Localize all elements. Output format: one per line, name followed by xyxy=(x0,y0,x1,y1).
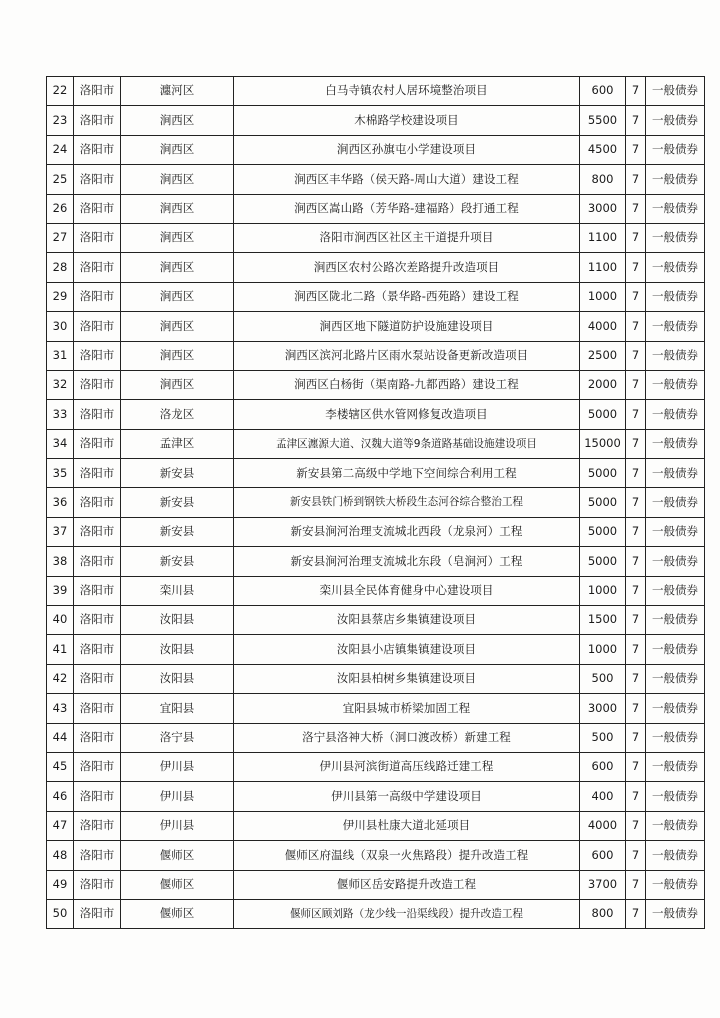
district-cell: 涧西区 xyxy=(121,135,234,164)
row-number: 25 xyxy=(47,165,74,194)
bond-type-cell: 一般债券 xyxy=(646,811,705,840)
district-cell: 涧西区 xyxy=(121,194,234,223)
term-cell: 7 xyxy=(626,341,646,370)
district-cell: 洛宁县 xyxy=(121,723,234,752)
city-cell: 洛阳市 xyxy=(74,723,121,752)
district-cell: 瀍河区 xyxy=(121,77,234,106)
project-name-cell: 涧西区丰华路（侯天路-周山大道）建设工程 xyxy=(234,165,580,194)
city-cell: 洛阳市 xyxy=(74,841,121,870)
amount-cell: 1100 xyxy=(580,223,626,252)
project-name-cell: 李楼辖区供水管网修复改造项目 xyxy=(234,400,580,429)
amount-cell: 5000 xyxy=(580,459,626,488)
district-cell: 涧西区 xyxy=(121,253,234,282)
district-cell: 涧西区 xyxy=(121,370,234,399)
bond-type-cell: 一般债券 xyxy=(646,282,705,311)
project-name-cell: 栾川县全民体育健身中心建设项目 xyxy=(234,576,580,605)
amount-cell: 600 xyxy=(580,77,626,106)
bond-type-cell: 一般债券 xyxy=(646,135,705,164)
city-cell: 洛阳市 xyxy=(74,782,121,811)
row-number: 37 xyxy=(47,517,74,546)
amount-cell: 2000 xyxy=(580,370,626,399)
table-row xyxy=(47,694,705,723)
table-row xyxy=(47,723,705,752)
bond-type-cell: 一般债券 xyxy=(646,606,705,635)
bond-type-cell: 一般债券 xyxy=(646,370,705,399)
bond-type-cell: 一般债券 xyxy=(646,77,705,106)
city-cell: 洛阳市 xyxy=(74,282,121,311)
row-number: 49 xyxy=(47,870,74,899)
amount-cell: 400 xyxy=(580,782,626,811)
table-row xyxy=(47,488,705,517)
project-name-cell: 伊川县杜康大道北延项目 xyxy=(234,811,580,840)
bond-type-cell: 一般债券 xyxy=(646,312,705,341)
project-name-cell: 洛宁县洛神大桥（洞口渡改桥）新建工程 xyxy=(234,723,580,752)
city-cell: 洛阳市 xyxy=(74,664,121,693)
table-row xyxy=(47,635,705,664)
row-number: 43 xyxy=(47,694,74,723)
term-cell: 7 xyxy=(626,694,646,723)
table-row xyxy=(47,370,705,399)
table-row xyxy=(47,841,705,870)
project-name-cell: 偃师区顾刘路（龙少线一沿渠线段）提升改造工程 xyxy=(234,899,580,928)
city-cell: 洛阳市 xyxy=(74,635,121,664)
row-number: 23 xyxy=(47,106,74,135)
bond-type-cell: 一般债券 xyxy=(646,664,705,693)
term-cell: 7 xyxy=(626,547,646,576)
row-number: 36 xyxy=(47,488,74,517)
table-row xyxy=(47,429,705,458)
row-number: 50 xyxy=(47,899,74,928)
city-cell: 洛阳市 xyxy=(74,341,121,370)
city-cell: 洛阳市 xyxy=(74,106,121,135)
amount-cell: 1000 xyxy=(580,282,626,311)
city-cell: 洛阳市 xyxy=(74,429,121,458)
bond-type-cell: 一般债券 xyxy=(646,723,705,752)
city-cell: 洛阳市 xyxy=(74,899,121,928)
table-row xyxy=(47,459,705,488)
amount-cell: 1100 xyxy=(580,253,626,282)
project-name-cell: 新安县铁门桥到钢铁大桥段生态河谷综合整治工程 xyxy=(234,488,580,517)
amount-cell: 5000 xyxy=(580,488,626,517)
district-cell: 汝阳县 xyxy=(121,664,234,693)
amount-cell: 2500 xyxy=(580,341,626,370)
district-cell: 新安县 xyxy=(121,488,234,517)
district-cell: 涧西区 xyxy=(121,106,234,135)
term-cell: 7 xyxy=(626,899,646,928)
district-cell: 孟津区 xyxy=(121,429,234,458)
term-cell: 7 xyxy=(626,194,646,223)
row-number: 22 xyxy=(47,77,74,106)
amount-cell: 800 xyxy=(580,899,626,928)
bond-type-cell: 一般债券 xyxy=(646,841,705,870)
amount-cell: 15000 xyxy=(580,429,626,458)
table-row xyxy=(47,135,705,164)
city-cell: 洛阳市 xyxy=(74,253,121,282)
amount-cell: 5000 xyxy=(580,517,626,546)
bond-type-cell: 一般债券 xyxy=(646,782,705,811)
term-cell: 7 xyxy=(626,811,646,840)
amount-cell: 5000 xyxy=(580,400,626,429)
table-row xyxy=(47,341,705,370)
table-row xyxy=(47,576,705,605)
row-number: 35 xyxy=(47,459,74,488)
amount-cell: 600 xyxy=(580,752,626,781)
project-name-cell: 汝阳县蔡店乡集镇建设项目 xyxy=(234,606,580,635)
term-cell: 7 xyxy=(626,870,646,899)
city-cell: 洛阳市 xyxy=(74,223,121,252)
term-cell: 7 xyxy=(626,253,646,282)
district-cell: 伊川县 xyxy=(121,782,234,811)
term-cell: 7 xyxy=(626,606,646,635)
project-name-cell: 涧西区陇北二路（景华路-西苑路）建设工程 xyxy=(234,282,580,311)
city-cell: 洛阳市 xyxy=(74,517,121,546)
amount-cell: 500 xyxy=(580,664,626,693)
project-name-cell: 木棉路学校建设项目 xyxy=(234,106,580,135)
district-cell: 偃师区 xyxy=(121,899,234,928)
project-name-cell: 汝阳县柏树乡集镇建设项目 xyxy=(234,664,580,693)
amount-cell: 3700 xyxy=(580,870,626,899)
bond-type-cell: 一般债券 xyxy=(646,576,705,605)
bond-project-table xyxy=(46,76,705,929)
table-row xyxy=(47,400,705,429)
term-cell: 7 xyxy=(626,723,646,752)
project-name-cell: 涧西区白杨街（渠南路-九都西路）建设工程 xyxy=(234,370,580,399)
table-row xyxy=(47,194,705,223)
district-cell: 偃师区 xyxy=(121,841,234,870)
bond-type-cell: 一般债券 xyxy=(646,870,705,899)
table-row xyxy=(47,106,705,135)
bond-type-cell: 一般债券 xyxy=(646,194,705,223)
amount-cell: 3000 xyxy=(580,694,626,723)
term-cell: 7 xyxy=(626,664,646,693)
table-row xyxy=(47,899,705,928)
row-number: 26 xyxy=(47,194,74,223)
amount-cell: 4500 xyxy=(580,135,626,164)
project-name-cell: 新安县第二高级中学地下空间综合利用工程 xyxy=(234,459,580,488)
term-cell: 7 xyxy=(626,223,646,252)
city-cell: 洛阳市 xyxy=(74,547,121,576)
amount-cell: 500 xyxy=(580,723,626,752)
table-body xyxy=(47,77,705,929)
row-number: 24 xyxy=(47,135,74,164)
term-cell: 7 xyxy=(626,370,646,399)
project-name-cell: 涧西区嵩山路（芳华路-建福路）段打通工程 xyxy=(234,194,580,223)
term-cell: 7 xyxy=(626,635,646,664)
city-cell: 洛阳市 xyxy=(74,135,121,164)
row-number: 29 xyxy=(47,282,74,311)
table-row xyxy=(47,752,705,781)
row-number: 48 xyxy=(47,841,74,870)
district-cell: 伊川县 xyxy=(121,811,234,840)
district-cell: 涧西区 xyxy=(121,282,234,311)
city-cell: 洛阳市 xyxy=(74,606,121,635)
term-cell: 7 xyxy=(626,400,646,429)
project-name-cell: 偃师区岳安路提升改造工程 xyxy=(234,870,580,899)
city-cell: 洛阳市 xyxy=(74,694,121,723)
project-name-cell: 涧西区滨河北路片区雨水泵站设备更新改造项目 xyxy=(234,341,580,370)
row-number: 40 xyxy=(47,606,74,635)
table-row xyxy=(47,547,705,576)
bond-type-cell: 一般债券 xyxy=(646,106,705,135)
amount-cell: 600 xyxy=(580,841,626,870)
bond-type-cell: 一般债券 xyxy=(646,341,705,370)
row-number: 44 xyxy=(47,723,74,752)
table-row xyxy=(47,253,705,282)
row-number: 41 xyxy=(47,635,74,664)
amount-cell: 1000 xyxy=(580,576,626,605)
city-cell: 洛阳市 xyxy=(74,312,121,341)
row-number: 27 xyxy=(47,223,74,252)
table-row xyxy=(47,77,705,106)
bond-type-cell: 一般债券 xyxy=(646,253,705,282)
row-number: 28 xyxy=(47,253,74,282)
bond-type-cell: 一般债券 xyxy=(646,547,705,576)
city-cell: 洛阳市 xyxy=(74,488,121,517)
city-cell: 洛阳市 xyxy=(74,752,121,781)
district-cell: 涧西区 xyxy=(121,223,234,252)
term-cell: 7 xyxy=(626,517,646,546)
amount-cell: 4000 xyxy=(580,312,626,341)
project-name-cell: 涧西区农村公路次差路提升改造项目 xyxy=(234,253,580,282)
amount-cell: 800 xyxy=(580,165,626,194)
project-name-cell: 洛阳市涧西区社区主干道提升项目 xyxy=(234,223,580,252)
term-cell: 7 xyxy=(626,576,646,605)
term-cell: 7 xyxy=(626,841,646,870)
amount-cell: 1000 xyxy=(580,635,626,664)
amount-cell: 5500 xyxy=(580,106,626,135)
amount-cell: 5000 xyxy=(580,547,626,576)
district-cell: 涧西区 xyxy=(121,165,234,194)
amount-cell: 1500 xyxy=(580,606,626,635)
row-number: 33 xyxy=(47,400,74,429)
table-row xyxy=(47,312,705,341)
project-name-cell: 伊川县第一高级中学建设项目 xyxy=(234,782,580,811)
project-name-cell: 白马寺镇农村人居环境整治项目 xyxy=(234,77,580,106)
term-cell: 7 xyxy=(626,459,646,488)
bond-type-cell: 一般债券 xyxy=(646,752,705,781)
table-row xyxy=(47,282,705,311)
term-cell: 7 xyxy=(626,429,646,458)
district-cell: 汝阳县 xyxy=(121,606,234,635)
city-cell: 洛阳市 xyxy=(74,576,121,605)
term-cell: 7 xyxy=(626,752,646,781)
city-cell: 洛阳市 xyxy=(74,194,121,223)
city-cell: 洛阳市 xyxy=(74,77,121,106)
project-name-cell: 新安县涧河治理支流城北东段（皂涧河）工程 xyxy=(234,547,580,576)
district-cell: 新安县 xyxy=(121,517,234,546)
bond-type-cell: 一般债券 xyxy=(646,635,705,664)
row-number: 38 xyxy=(47,547,74,576)
project-name-cell: 新安县涧河治理支流城北西段（龙泉河）工程 xyxy=(234,517,580,546)
row-number: 47 xyxy=(47,811,74,840)
bond-type-cell: 一般债券 xyxy=(646,429,705,458)
bond-type-cell: 一般债券 xyxy=(646,517,705,546)
term-cell: 7 xyxy=(626,106,646,135)
table-row xyxy=(47,606,705,635)
project-name-cell: 孟津区瀍源大道、汉魏大道等9条道路基础设施建设项目 xyxy=(234,429,580,458)
city-cell: 洛阳市 xyxy=(74,870,121,899)
bond-type-cell: 一般债券 xyxy=(646,165,705,194)
row-number: 39 xyxy=(47,576,74,605)
bond-type-cell: 一般债券 xyxy=(646,488,705,517)
table-row xyxy=(47,517,705,546)
table-row xyxy=(47,870,705,899)
table-row xyxy=(47,811,705,840)
table-row xyxy=(47,664,705,693)
row-number: 32 xyxy=(47,370,74,399)
term-cell: 7 xyxy=(626,135,646,164)
term-cell: 7 xyxy=(626,77,646,106)
term-cell: 7 xyxy=(626,165,646,194)
city-cell: 洛阳市 xyxy=(74,400,121,429)
city-cell: 洛阳市 xyxy=(74,370,121,399)
bond-type-cell: 一般债券 xyxy=(646,694,705,723)
project-name-cell: 伊川县河滨街道高压线路迁建工程 xyxy=(234,752,580,781)
district-cell: 涧西区 xyxy=(121,312,234,341)
table-row xyxy=(47,223,705,252)
project-name-cell: 涧西区地下隧道防护设施建设项目 xyxy=(234,312,580,341)
district-cell: 新安县 xyxy=(121,459,234,488)
bond-type-cell: 一般债券 xyxy=(646,459,705,488)
amount-cell: 3000 xyxy=(580,194,626,223)
term-cell: 7 xyxy=(626,488,646,517)
amount-cell: 4000 xyxy=(580,811,626,840)
project-name-cell: 宜阳县城市桥梁加固工程 xyxy=(234,694,580,723)
project-name-cell: 涧西区孙旗屯小学建设项目 xyxy=(234,135,580,164)
table-row xyxy=(47,165,705,194)
district-cell: 偃师区 xyxy=(121,870,234,899)
term-cell: 7 xyxy=(626,282,646,311)
term-cell: 7 xyxy=(626,312,646,341)
row-number: 45 xyxy=(47,752,74,781)
bond-type-cell: 一般债券 xyxy=(646,400,705,429)
bond-type-cell: 一般债券 xyxy=(646,899,705,928)
district-cell: 新安县 xyxy=(121,547,234,576)
row-number: 34 xyxy=(47,429,74,458)
term-cell: 7 xyxy=(626,782,646,811)
project-name-cell: 偃师区府温线（双泉一火焦路段）提升改造工程 xyxy=(234,841,580,870)
bond-type-cell: 一般债券 xyxy=(646,223,705,252)
row-number: 31 xyxy=(47,341,74,370)
city-cell: 洛阳市 xyxy=(74,165,121,194)
row-number: 46 xyxy=(47,782,74,811)
district-cell: 伊川县 xyxy=(121,752,234,781)
city-cell: 洛阳市 xyxy=(74,459,121,488)
table-row xyxy=(47,782,705,811)
district-cell: 栾川县 xyxy=(121,576,234,605)
row-number: 42 xyxy=(47,664,74,693)
district-cell: 洛龙区 xyxy=(121,400,234,429)
row-number: 30 xyxy=(47,312,74,341)
city-cell: 洛阳市 xyxy=(74,811,121,840)
district-cell: 汝阳县 xyxy=(121,635,234,664)
district-cell: 涧西区 xyxy=(121,341,234,370)
project-name-cell: 汝阳县小店镇集镇建设项目 xyxy=(234,635,580,664)
district-cell: 宜阳县 xyxy=(121,694,234,723)
